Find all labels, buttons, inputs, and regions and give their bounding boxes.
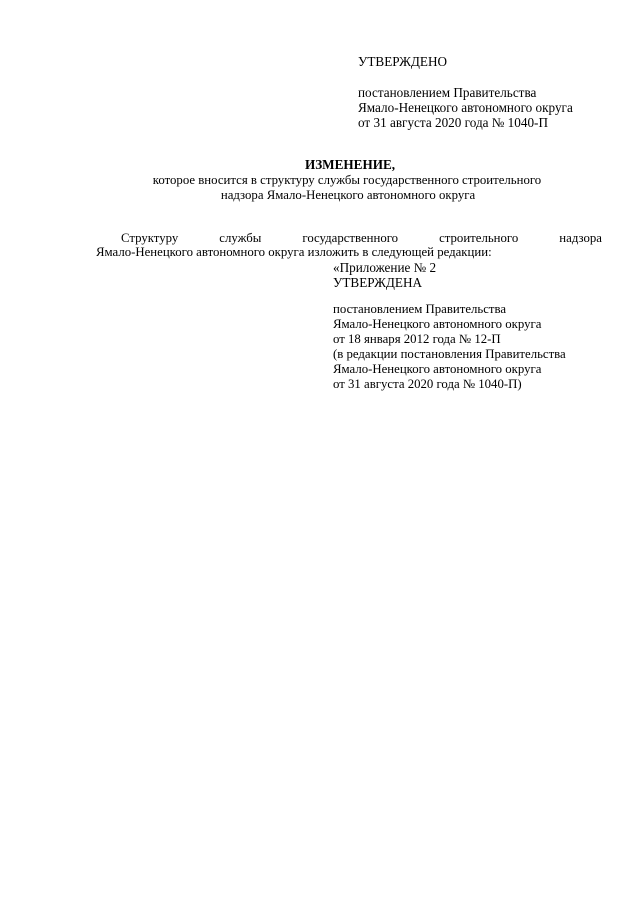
document-subtitle-2: надзора Ямало-Ненецкого автономного округа [220,188,476,202]
appendix-line-3: постановлением Правительства [333,302,507,316]
body-word-2: службы [219,231,262,245]
body-word-5: надзора [559,231,602,245]
appendix-line-5: от 18 января 2012 года № 12-П [333,332,501,346]
appendix-line-7: Ямало-Ненецкого автономного округа [333,362,542,376]
body-word-4: строительного [439,231,519,245]
body-paragraph-line-1 [121,232,602,245]
body-paragraph-line-2: Ямало-Ненецкого автономного округа изложить в следующей редакции: [96,245,492,259]
approval-line-1: постановлением Правительства [358,85,537,100]
appendix-line-6: (в редакции постановления Правительства [333,347,566,361]
body-word-1: Структуру [121,231,179,245]
approval-line-2: Ямало-Ненецкого автономного округа [358,100,573,115]
appendix-line-1: «Приложение № 2 [333,260,437,275]
appendix-line-8: от 31 августа 2020 года № 1040-П) [333,377,522,391]
approval-line-3: от 31 августа 2020 года № 1040-П [358,115,548,130]
body-word-3: государственного [302,231,399,245]
appendix-line-4: Ямало-Ненецкого автономного округа [333,317,542,331]
appendix-line-2: УТВЕРЖДЕНА [333,275,423,290]
approval-heading: УТВЕРЖДЕНО [358,54,448,69]
document-subtitle-1: которое вносится в структуру службы государственного строительного [152,173,542,187]
document-title: ИЗМЕНЕНИЕ, [304,157,396,172]
